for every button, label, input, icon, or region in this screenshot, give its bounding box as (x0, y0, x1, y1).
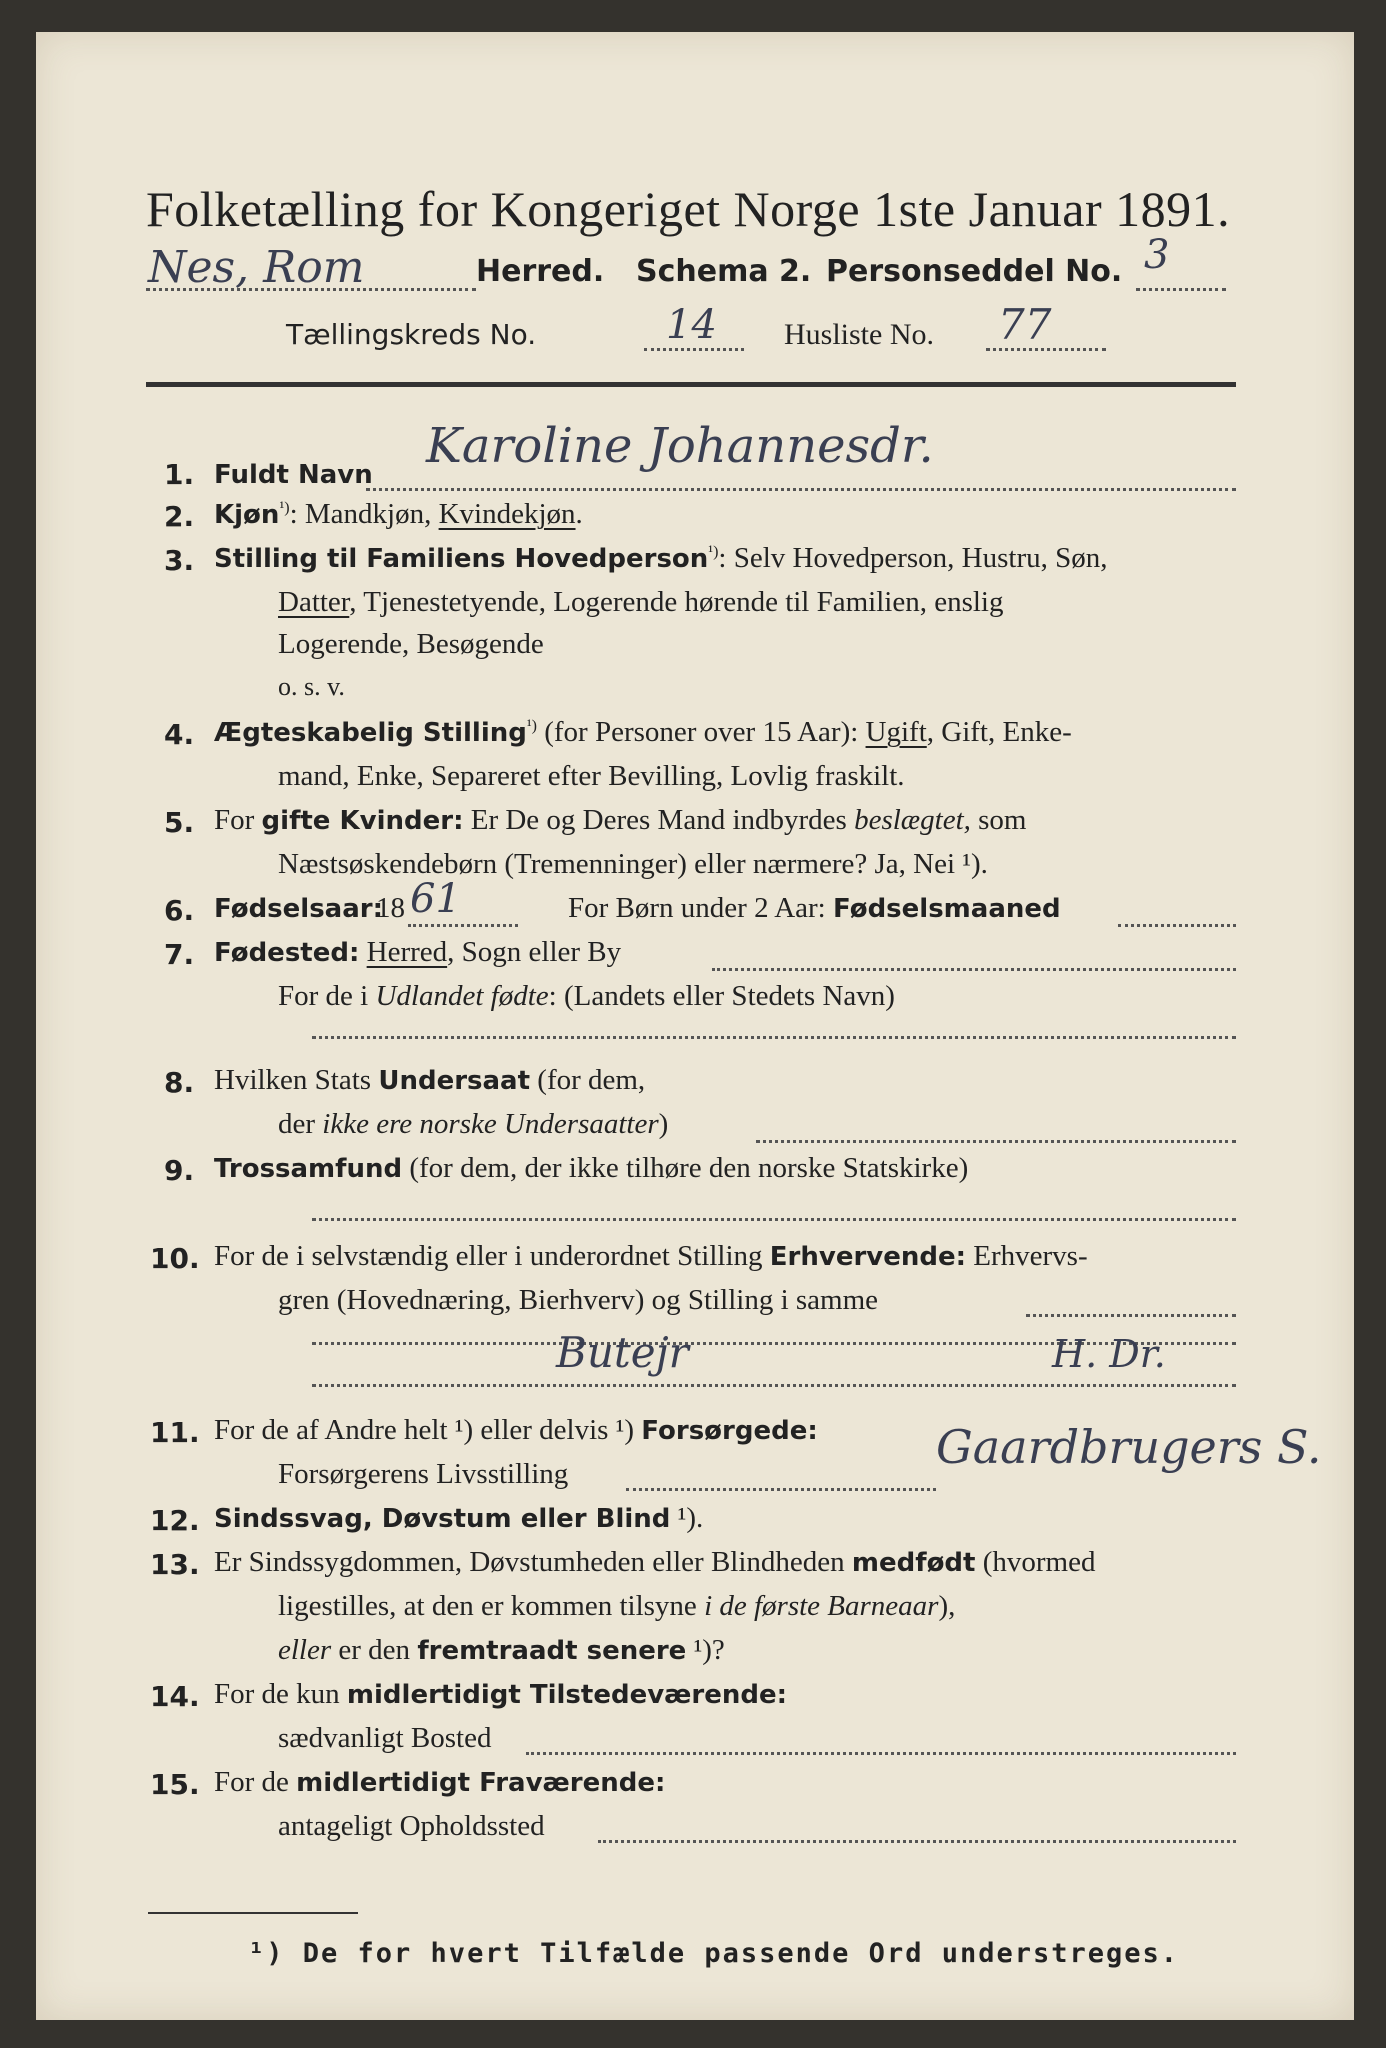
item-13-line-3-a: eller (278, 1634, 332, 1666)
item-12-rest: ¹). (670, 1502, 704, 1534)
item-14-line-1 (214, 1678, 787, 1711)
item-7-line-2 (278, 980, 895, 1013)
item-4-line-1-a: (for Personer over 15 Aar): (536, 716, 866, 748)
item-13-line-2-b: i de første Barneaar (704, 1590, 939, 1622)
item-3-line-3: Logerende, Besøgende (278, 628, 544, 660)
item-8-line-1-rest: (for dem, (530, 1064, 646, 1096)
husliste-value: 77 (998, 300, 1052, 349)
item-8-label-b: Undersaat (378, 1066, 531, 1096)
item-6-year-value: 61 (410, 876, 461, 922)
item-2-selected-kvindekjon: Kvindekjøn (438, 498, 576, 530)
item-13-line-3-b: er den (331, 1634, 418, 1666)
item-14-number: 14. (150, 1680, 200, 1713)
item-4-selected-ugift: Ugift (865, 716, 927, 748)
item-8-number: 8. (164, 1066, 195, 1099)
census-form-sheet (36, 32, 1354, 2020)
item-13-number: 13. (150, 1548, 200, 1581)
item-8-line-2-b: ikke ere norske Undersaatter (322, 1108, 659, 1140)
item-8-label-a: Hvilken Stats (214, 1064, 379, 1096)
item-8-line-2-c: ) (658, 1108, 669, 1140)
herred-label: Herred. (476, 254, 605, 289)
item-7-text-b: , Sogn eller By (447, 936, 622, 968)
item-15-line-1-b: midlertidigt Fraværende: (296, 1768, 666, 1798)
item-2-line (214, 498, 583, 531)
item-7-line-2-b: Udlandet (375, 980, 484, 1012)
item-5-label-b: gifte Kvinder: (261, 806, 464, 836)
item-13-line-2-a: ligestilles, at den er kommen tilsyne (278, 1590, 705, 1622)
item-6-rest (568, 892, 1061, 925)
item-15-line-1-a: For de (214, 1766, 297, 1798)
item-4-line-2: mand, Enke, Separeret efter Bevilling, Lovlig fraskilt. (278, 760, 905, 792)
kreds-label: Tællingskreds No. (286, 318, 537, 351)
item-5-line-1 (214, 804, 1026, 837)
item-12-label: Sindssvag, Døvstum eller Blind (214, 1504, 671, 1534)
item-11-line-2: Forsørgerens Livsstilling (278, 1458, 569, 1490)
herred-value: Nes, Rom (148, 242, 365, 293)
item-10-line-1 (214, 1240, 1088, 1273)
item-6-prefix: 18 (376, 892, 405, 924)
kreds-value: 14 (666, 302, 717, 348)
item-4-line-1 (214, 716, 1072, 749)
item-11-line-1-b: Forsørgede: (641, 1416, 818, 1446)
item-11-number: 11. (150, 1416, 200, 1449)
form-title: Folketælling for Kongeriget Norge 1ste Januar 1891. (146, 181, 1231, 237)
item-13-line-1 (214, 1546, 1095, 1579)
item-10-occupation-value: Butejr (556, 1328, 689, 1377)
item-3-line-2 (278, 586, 1003, 619)
item-6-rest-b: Fødselsmaaned (833, 894, 1061, 924)
item-2-number: 2. (164, 500, 195, 533)
item-4-line-1-c: , Gift, Enke- (926, 716, 1072, 748)
personseddel-value: 3 (1144, 232, 1170, 278)
item-5-line-1-a: Er De og Deres Mand indbyrdes (463, 804, 855, 836)
item-9-rest: (for dem, der ikke tilhøre den norske Statskirke) (402, 1152, 969, 1184)
item-5-line-2: Næstsøskendebørn (Tremenninger) eller nærmere? Ja, Nei ¹). (278, 848, 988, 880)
item-11-provider-value: Gaardbrugers S. (936, 1420, 1322, 1474)
item-6-label: Fødselsaar: (214, 894, 383, 924)
item-11-line-1-a: For de af Andre helt ¹) eller delvis ¹) (214, 1414, 642, 1446)
item-2-label: Kjøn (214, 500, 280, 530)
item-5-line-1-c: som (970, 804, 1027, 836)
item-7-line-2-c: fødte (483, 980, 549, 1012)
item-6-number: 6. (164, 894, 195, 927)
item-3-line-4: o. s. v. (278, 672, 345, 701)
item-1-name-value: Karoline Johannesdr. (426, 418, 934, 474)
header-rule (146, 382, 1236, 387)
item-13-line-2 (278, 1590, 955, 1623)
item-5-number: 5. (164, 806, 195, 839)
item-5-line-1-b: beslægtet, (854, 804, 971, 836)
item-4-label: Ægteskabelig Stilling (214, 718, 527, 748)
item-7-number: 7. (164, 938, 195, 971)
item-3-number: 3. (164, 544, 195, 577)
item-7-line-1 (214, 936, 621, 969)
item-2-sup: ¹) (279, 499, 290, 517)
item-3-line-1-rest: : Selv Hovedperson, Hustru, Søn, (718, 542, 1108, 574)
item-8-line-2 (278, 1108, 668, 1141)
item-10-line-2: gren (Hovednæring, Bierhverv) og Stilling i samme (278, 1284, 879, 1316)
item-2-text-c: . (575, 498, 583, 530)
item-13-line-3-d: ¹)? (686, 1634, 725, 1666)
item-7-selected-herred: Herred (366, 936, 448, 968)
item-3-line-2-rest: , Tjenestetyende, Logerende hørende til Familien, enslig (349, 586, 1004, 618)
item-8-line-1 (214, 1064, 645, 1097)
item-3-selected-datter: Datter (278, 586, 350, 618)
item-6-rest-a: For Børn under 2 Aar: (568, 892, 833, 924)
item-10-line-1-b: Erhvervende: (769, 1242, 967, 1272)
item-9-number: 9. (164, 1154, 195, 1187)
item-9-line-1 (214, 1152, 968, 1185)
item-7-label: Fødested: (214, 938, 360, 968)
item-10-number: 10. (150, 1242, 200, 1275)
item-11-line-1 (214, 1414, 818, 1447)
item-10-line-1-c: Erhvervs- (966, 1240, 1088, 1272)
item-15-line-1 (214, 1766, 665, 1799)
item-3-line-1 (214, 542, 1108, 575)
item-13-line-3-c: fremtraadt senere (417, 1636, 687, 1666)
item-14-line-1-b: midlertidigt Tilstedeværende: (346, 1680, 788, 1710)
item-14-line-1-a: For de kun (214, 1678, 347, 1710)
item-12-number: 12. (150, 1504, 200, 1537)
item-13-line-1-a: Er Sindssygdommen, Døvstumheden eller Blindheden (214, 1546, 852, 1578)
schema-label: Schema 2. (636, 254, 812, 289)
item-12-line-1 (214, 1502, 703, 1535)
husliste-label: Husliste No. (784, 318, 934, 351)
item-10-status-value: H. Dr. (1052, 1332, 1166, 1376)
footnote-rule (148, 1912, 358, 1914)
item-13-line-2-c: ), (938, 1590, 956, 1622)
personseddel-label: Personseddel No. (826, 254, 1123, 289)
item-1-number: 1. (164, 458, 195, 491)
item-3-label: Stilling til Familiens Hovedperson (214, 544, 709, 574)
item-7-line-2-a: For de i (278, 980, 376, 1012)
item-7-line-2-d: : (Landets eller Stedets Navn) (548, 980, 895, 1012)
footnote-text: ¹) De for hvert Tilfælde passende Ord understreges. (248, 1938, 1180, 1969)
item-13-line-1-c: (hvormed (975, 1546, 1096, 1578)
item-10-line-1-a: For de i selvstændig eller i underordnet Stilling (214, 1240, 770, 1272)
item-14-line-2: sædvanligt Bosted (278, 1722, 492, 1754)
item-4-number: 4. (164, 718, 195, 751)
item-4-sup: ¹) (526, 717, 537, 735)
item-8-line-2-a: der (278, 1108, 323, 1140)
item-3-sup: ¹) (708, 543, 719, 561)
item-13-line-3 (278, 1634, 725, 1667)
item-15-line-2: antageligt Opholdssted (278, 1810, 545, 1842)
item-9-label: Trossamfund (214, 1154, 403, 1184)
item-5-label-a: For (214, 804, 262, 836)
item-1-label: Fuldt Navn (214, 460, 373, 490)
item-2-text-a: : Mandkjøn, (289, 498, 439, 530)
item-13-line-1-b: medfødt (851, 1548, 976, 1578)
item-15-number: 15. (150, 1768, 200, 1801)
